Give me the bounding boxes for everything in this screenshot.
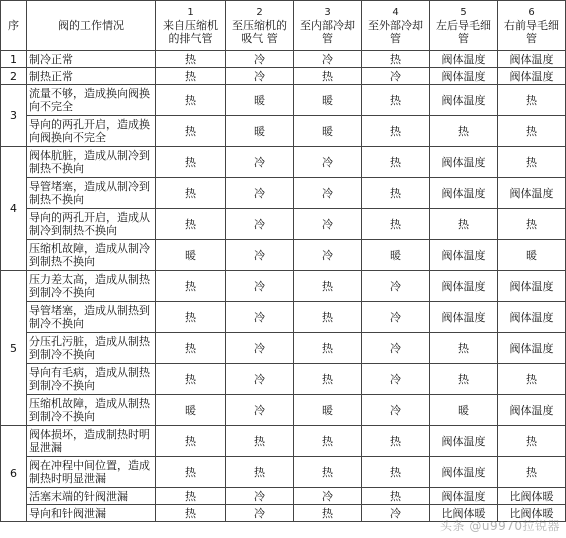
header-col-5-label: 左后导毛细管 xyxy=(436,19,491,45)
cell-col-6: 比阀体暖 xyxy=(498,505,566,522)
row-seq: 3 xyxy=(1,85,27,147)
cell-col-6: 阀体温度 xyxy=(498,395,566,426)
cell-col-1: 热 xyxy=(156,505,226,522)
watermark: 头条 @u9970拉锐器 xyxy=(440,519,560,533)
table-row xyxy=(1,209,566,240)
cell-col-3: 热 xyxy=(294,68,362,85)
cell-col-2: 冷 xyxy=(226,488,294,505)
cell-col-5: 热 xyxy=(430,364,498,395)
cell-col-4: 热 xyxy=(362,178,430,209)
cell-col-5: 阀体温度 xyxy=(430,178,498,209)
cell-col-2: 冷 xyxy=(226,271,294,302)
cell-col-4: 冷 xyxy=(362,505,430,522)
row-condition: 压力差太高，造成从制热到制冷不换向 xyxy=(27,271,156,302)
cell-col-6: 阀体温度 xyxy=(498,178,566,209)
cell-col-3: 冷 xyxy=(294,178,362,209)
row-condition: 阀体损坏，造成制热时明显泄漏 xyxy=(27,426,156,457)
cell-col-4: 冷 xyxy=(362,395,430,426)
cell-col-5: 阀体温度 xyxy=(430,271,498,302)
cell-col-4: 热 xyxy=(362,426,430,457)
cell-col-6: 阀体温度 xyxy=(498,51,566,68)
cell-col-6: 热 xyxy=(498,147,566,178)
row-condition: 活塞末端的针阀泄漏 xyxy=(27,488,156,505)
header-col-6-num: 6 xyxy=(528,7,535,18)
cell-col-2: 冷 xyxy=(226,505,294,522)
header-col-1-label: 来自压缩机的排气管 xyxy=(163,19,218,45)
cell-col-6: 暖 xyxy=(498,240,566,271)
header-col-3 xyxy=(294,1,362,51)
cell-col-5: 阀体温度 xyxy=(430,51,498,68)
cell-col-2: 冷 xyxy=(226,364,294,395)
row-seq: 5 xyxy=(1,271,27,426)
cell-col-1: 热 xyxy=(156,457,226,488)
cell-col-4: 冷 xyxy=(362,302,430,333)
cell-col-3: 冷 xyxy=(294,488,362,505)
cell-col-1: 热 xyxy=(156,426,226,457)
cell-col-5: 热 xyxy=(430,333,498,364)
header-col-3-label: 至内部冷却管 xyxy=(300,19,355,45)
header-seq: 序 xyxy=(1,1,27,51)
row-condition: 分压孔污脏，造成从制热到制冷不换向 xyxy=(27,333,156,364)
header-condition: 阀的工作情况 xyxy=(27,1,156,51)
row-condition: 导向的两孔开启，造成从制冷到制热不换向 xyxy=(27,209,156,240)
cell-col-4: 热 xyxy=(362,85,430,116)
table-row xyxy=(1,51,566,68)
cell-col-1: 热 xyxy=(156,488,226,505)
cell-col-2: 冷 xyxy=(226,302,294,333)
row-condition: 导管堵塞，造成从制热到制冷不换向 xyxy=(27,302,156,333)
cell-col-4: 冷 xyxy=(362,333,430,364)
cell-col-5: 阀体温度 xyxy=(430,302,498,333)
cell-col-5: 阀体温度 xyxy=(430,68,498,85)
table-row xyxy=(1,68,566,85)
cell-col-4: 热 xyxy=(362,147,430,178)
header-col-4-num: 4 xyxy=(392,7,399,18)
header-col-5 xyxy=(430,1,498,51)
cell-col-4: 暖 xyxy=(362,240,430,271)
header-col-2 xyxy=(226,1,294,51)
header-row xyxy=(1,1,566,51)
cell-col-4: 热 xyxy=(362,51,430,68)
cell-col-3: 冷 xyxy=(294,147,362,178)
cell-col-6: 阀体温度 xyxy=(498,333,566,364)
row-condition: 阀体肮脏，造成从制冷到制热不换向 xyxy=(27,147,156,178)
cell-col-2: 冷 xyxy=(226,51,294,68)
cell-col-2: 冷 xyxy=(226,240,294,271)
cell-col-1: 热 xyxy=(156,333,226,364)
cell-col-6: 阀体温度 xyxy=(498,302,566,333)
cell-col-5: 阀体温度 xyxy=(430,85,498,116)
cell-col-1: 热 xyxy=(156,178,226,209)
row-condition: 压缩机故障，造成从制冷到制热不换向 xyxy=(27,240,156,271)
row-seq: 6 xyxy=(1,426,27,522)
row-seq: 1 xyxy=(1,51,27,68)
table-row xyxy=(1,457,566,488)
cell-col-1: 热 xyxy=(156,302,226,333)
cell-col-2: 冷 xyxy=(226,209,294,240)
cell-col-1: 热 xyxy=(156,147,226,178)
cell-col-1: 热 xyxy=(156,271,226,302)
cell-col-6: 热 xyxy=(498,364,566,395)
header-col-1-num: 1 xyxy=(187,7,194,18)
cell-col-4: 冷 xyxy=(362,364,430,395)
cell-col-5: 阀体温度 xyxy=(430,426,498,457)
table-row xyxy=(1,302,566,333)
cell-col-2: 冷 xyxy=(226,68,294,85)
row-seq: 4 xyxy=(1,147,27,271)
header-col-3-num: 3 xyxy=(324,7,331,18)
cell-col-5: 暖 xyxy=(430,395,498,426)
header-col-4-label: 至外部冷却管 xyxy=(368,19,423,45)
header-col-2-num: 2 xyxy=(256,7,263,18)
cell-col-5: 阀体温度 xyxy=(430,147,498,178)
cell-col-4: 冷 xyxy=(362,68,430,85)
cell-col-3: 暖 xyxy=(294,85,362,116)
row-condition: 导向和针阀泄漏 xyxy=(27,505,156,522)
cell-col-1: 热 xyxy=(156,364,226,395)
cell-col-1: 热 xyxy=(156,116,226,147)
cell-col-1: 热 xyxy=(156,85,226,116)
table-row xyxy=(1,395,566,426)
table-row xyxy=(1,178,566,209)
cell-col-4: 热 xyxy=(362,209,430,240)
cell-col-5: 阀体温度 xyxy=(430,488,498,505)
table-row xyxy=(1,116,566,147)
cell-col-2: 热 xyxy=(226,457,294,488)
header-col-2-label: 至压缩机的吸气 管 xyxy=(232,19,287,45)
header-col-6-label: 右前导毛细管 xyxy=(504,19,559,45)
cell-col-3: 暖 xyxy=(294,116,362,147)
header-col-5-num: 5 xyxy=(460,7,467,18)
cell-col-3: 热 xyxy=(294,271,362,302)
table-row xyxy=(1,240,566,271)
cell-col-3: 热 xyxy=(294,302,362,333)
row-condition: 压缩机故障，造成从制热到制冷不换向 xyxy=(27,395,156,426)
cell-col-2: 冷 xyxy=(226,178,294,209)
cell-col-3: 热 xyxy=(294,426,362,457)
cell-col-1: 热 xyxy=(156,68,226,85)
cell-col-3: 热 xyxy=(294,364,362,395)
cell-col-5: 阀体温度 xyxy=(430,457,498,488)
table-row xyxy=(1,364,566,395)
row-condition: 阀在冲程中间位置，造成制热时明显泄漏 xyxy=(27,457,156,488)
cell-col-3: 热 xyxy=(294,333,362,364)
cell-col-6: 热 xyxy=(498,209,566,240)
cell-col-6: 阀体温度 xyxy=(498,271,566,302)
cell-col-2: 冷 xyxy=(226,147,294,178)
cell-col-3: 热 xyxy=(294,457,362,488)
cell-col-1: 暖 xyxy=(156,395,226,426)
header-col-4 xyxy=(362,1,430,51)
cell-col-3: 暖 xyxy=(294,395,362,426)
table-row xyxy=(1,85,566,116)
cell-col-6: 比阀体暖 xyxy=(498,488,566,505)
cell-col-2: 冷 xyxy=(226,395,294,426)
cell-col-6: 阀体温度 xyxy=(498,68,566,85)
cell-col-1: 热 xyxy=(156,51,226,68)
row-condition: 流量不够，造成换向阀换向不完全 xyxy=(27,85,156,116)
cell-col-2: 暖 xyxy=(226,116,294,147)
row-condition: 导向的两孔开启，造成换向阀换向不完全 xyxy=(27,116,156,147)
cell-col-6: 热 xyxy=(498,116,566,147)
row-seq: 2 xyxy=(1,68,27,85)
row-condition: 导向有毛病，造成从制热到制冷不换向 xyxy=(27,364,156,395)
cell-col-3: 冷 xyxy=(294,209,362,240)
cell-col-3: 冷 xyxy=(294,51,362,68)
table-row xyxy=(1,333,566,364)
cell-col-5: 比阀体暖 xyxy=(430,505,498,522)
cell-col-6: 热 xyxy=(498,85,566,116)
row-condition: 导管堵塞，造成从制冷到制热不换向 xyxy=(27,178,156,209)
table-row xyxy=(1,147,566,178)
table-row xyxy=(1,505,566,522)
table-row xyxy=(1,426,566,457)
row-condition: 制冷正常 xyxy=(27,51,156,68)
cell-col-1: 热 xyxy=(156,209,226,240)
table-row xyxy=(1,488,566,505)
cell-col-5: 热 xyxy=(430,116,498,147)
cell-col-5: 热 xyxy=(430,209,498,240)
cell-col-4: 冷 xyxy=(362,271,430,302)
cell-col-3: 冷 xyxy=(294,240,362,271)
header-col-1 xyxy=(156,1,226,51)
header-col-6 xyxy=(498,1,566,51)
cell-col-4: 热 xyxy=(362,116,430,147)
cell-col-2: 暖 xyxy=(226,85,294,116)
cell-col-4: 热 xyxy=(362,457,430,488)
cell-col-6: 热 xyxy=(498,457,566,488)
cell-col-2: 热 xyxy=(226,426,294,457)
cell-col-3: 热 xyxy=(294,505,362,522)
table-row xyxy=(1,271,566,302)
cell-col-4: 热 xyxy=(362,488,430,505)
cell-col-6: 热 xyxy=(498,426,566,457)
cell-col-1: 暖 xyxy=(156,240,226,271)
cell-col-5: 阀体温度 xyxy=(430,240,498,271)
cell-col-2: 冷 xyxy=(226,333,294,364)
row-condition: 制热正常 xyxy=(27,68,156,85)
